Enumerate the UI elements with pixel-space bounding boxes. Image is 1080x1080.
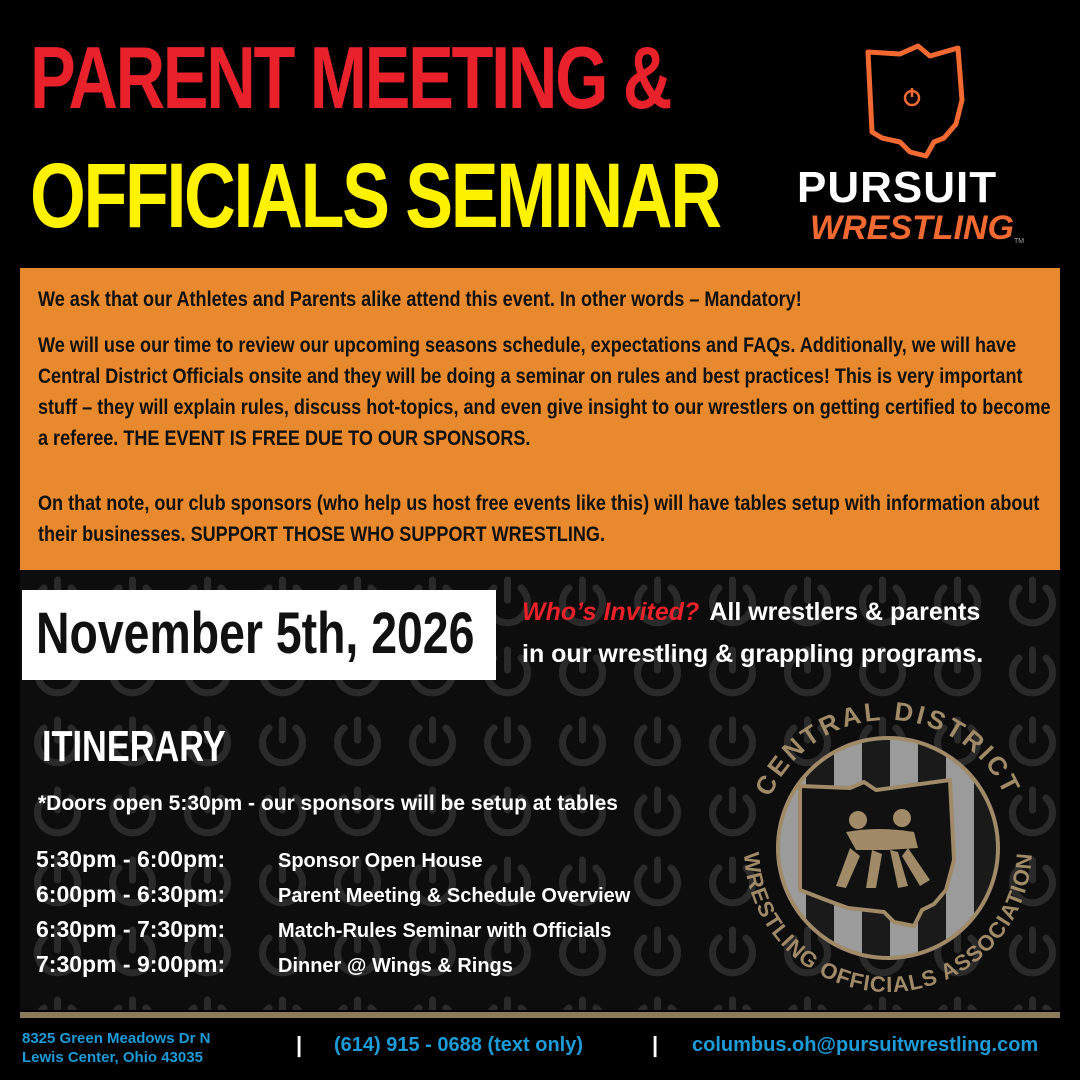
doors-note: *Doors open 5:30pm - our sponsors will be setup at tables: [38, 792, 618, 815]
date-card: [22, 590, 496, 680]
footer-separator: |: [652, 1032, 659, 1057]
schedule-desc: Parent Meeting & Schedule Overview: [278, 885, 631, 907]
seal-bottom-text: WRESTLING OFFICIALS ASSOCIATION: [738, 850, 1038, 998]
invite-audience: All wrestlers & parents: [709, 598, 981, 626]
schedule-time: 5:30pm - 6:00pm:: [36, 846, 226, 872]
footer-divider: [20, 1012, 1060, 1018]
address-line1: 8325 Green Meadows Dr N: [22, 1030, 211, 1047]
title-line1: PARENT MEETING &: [30, 28, 671, 127]
phone-number[interactable]: (614) 915 - 0688 (text only): [334, 1034, 583, 1056]
brand-name-secondary: WRESTLING: [810, 209, 1014, 247]
officials-association-seal: [738, 690, 1038, 1000]
address-line2: Lewis Center, Ohio 43035: [22, 1049, 203, 1066]
invite-line2: in our wrestling & grappling programs.: [522, 640, 984, 668]
schedule-time: 6:30pm - 7:30pm:: [36, 916, 226, 942]
schedule-desc: Sponsor Open House: [278, 850, 483, 872]
trademark-mark: TM: [1014, 238, 1025, 245]
schedule-item: [36, 846, 482, 880]
ohio-power-icon: [860, 42, 970, 162]
schedule-item: [36, 881, 630, 915]
invite-line1: [522, 598, 980, 627]
schedule-item: [36, 951, 513, 985]
info-panel: [20, 268, 1060, 570]
schedule-time: 6:00pm - 6:30pm:: [36, 881, 226, 907]
info-paragraph-sponsors: On that note, our club sponsors (who help us host free events like this) will have tables setup with information about their businesses. SUPPORT THOSE WHO SUPPORT WRESTLING.: [38, 492, 1040, 546]
seal-top-text: CENTRAL DISTRICT: [748, 695, 1028, 801]
schedule-desc: Dinner @ Wings & Rings: [278, 955, 513, 977]
schedule-time: 7:30pm - 9:00pm:: [36, 951, 226, 977]
event-date: November 5th, 2026: [36, 601, 475, 666]
info-paragraph-seminar: We will use our time to review our upcoming seasons schedule, expectations and FAQs. Additionally, we will have Central District Officials onsite and they will be doing a seminar on rules and best practices! This is very important stuff – they will explain rules, discuss hot-topics, and even give insight to our wrestlers on getting certified to become a referee. THE EVENT IS FREE DUE TO OUR SPONSORS.: [38, 334, 1051, 450]
info-paragraph-mandatory: We ask that our Athletes and Parents alike attend this event. In other words – Mandatory!: [38, 288, 802, 311]
email-link[interactable]: columbus.oh@pursuitwrestling.com: [692, 1034, 1039, 1056]
invite-question: Who’s Invited?: [522, 598, 700, 626]
brand-name-primary: PURSUIT: [797, 163, 998, 212]
footer-separator: |: [296, 1032, 303, 1057]
schedule-item: [36, 916, 611, 950]
schedule-desc: Match-Rules Seminar with Officials: [278, 920, 612, 942]
itinerary-title: ITINERARY: [42, 722, 226, 771]
title-line2: OFFICIALS SEMINAR: [30, 145, 720, 247]
